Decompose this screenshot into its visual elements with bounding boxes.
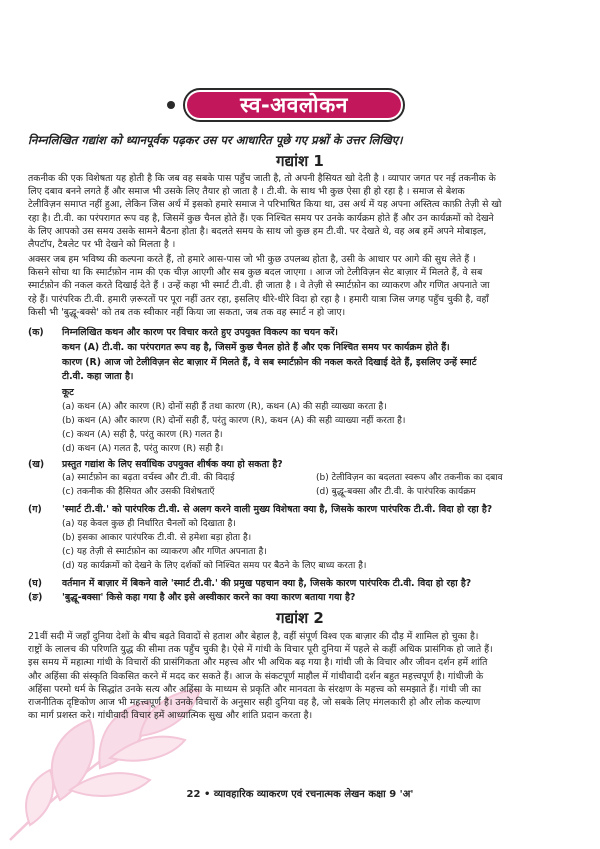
option-b[interactable]: (b) टेलीविज़न का बदलता स्वरूप और तकनीक का दबाव [316,473,503,483]
question-label: (ख) [28,459,45,470]
text-line: अक्सर जब हम भविष्य की कल्पना करते हैं, तो हमारे आस-पास जो भी कुछ उपलब्ध होता है, उसी के आधार पर आगे की सुध लेते हैं । [28,254,476,265]
text-line: लिए दबाव बनने लगते हैं और समाज भी उसके लिए तैयार हो जाता है । टी.वी. के साथ भी कुछ ऐसा ही हो रहा है । समाज से बेशक [28,186,465,198]
option-c[interactable]: (c) तकनीक की हैसियत और उसकी विशेषताएँ [62,487,215,497]
question-text: 'बुद्धू-बक्सा' किसे कहा गया है और इसे अस्वीकार करने का क्या कारण बताया गया है? [62,592,356,603]
passage2-paragraph1 [28,630,576,722]
reason-r: कारण (R) आज जो टेलीविज़न सेट बाज़ार में मिलते हैं, वे सब स्मार्टफ़ोन की नकल करते दिखाई देते हैं, इसलिए उन्हें स्मार्ट [62,357,477,368]
question-label: (क) [28,327,44,338]
text-line: राष्ट्रों के लालच की परिणति युद्ध की सीमा तक पहुँच चुकी है। ऐसे में गांधी के विचार पूरी दुनिया में पहले से कहीं अधिक प्रासंगिक हो जाते हैं। [28,644,493,656]
text-line: इस समय में महात्मा गांधी के विचारों की प्रासंगिकता और महत्त्व और भी अधिक बढ़ गया है। गांधी जी के विचार और जीवन दर्शन हमें शांति [28,657,488,669]
question-label: (ङ) [28,592,43,603]
passage1-paragraph2 [28,253,576,319]
question-kha [28,458,578,471]
text-line: अहिंसा परमो धर्म के सिद्धांत उनके सत्य और अहिंसा के माध्यम से प्रकृति और मानवता के संरक्षण के महत्त्व को समझाते हैं। गांधी जी का [28,683,482,695]
passage1-title: गद्यांश 1 [276,152,324,170]
banner-dot-left [167,101,175,109]
option-d[interactable]: (d) यह कार्यक्रमों को देखने के लिए दर्शकों को निश्चित समय पर बैठने के लिए बाध्य करता है। [62,561,367,571]
option-b[interactable]: (b) कथन (A) और कारण (R) दोनों सही हैं, परंतु कारण (R), कथन (A) की सही व्याख्या नहीं करता है। [62,416,406,426]
option-c[interactable]: (c) कथन (A) सही है, परंतु कारण (R) गलत है। [62,430,223,440]
section-title: स्व-अवलोकन [240,93,348,117]
question-gha [28,577,578,590]
section-banner [165,84,415,126]
code-label: कूट [62,387,74,398]
passage2-title: गद्यांश 2 [276,609,324,627]
text-line: के लिए आपको उस समय उसके सामने बैठना होता है। बदलते समय के साथ जो कुछ हम टी.वी. पर देखते थे, वह अब हमें अपने मोबाइल, [28,225,487,237]
option-c[interactable]: (c) यह तेज़ी से स्मार्टफ़ोन का व्याकरण और गणित अपनाता है। [62,547,267,557]
option-d[interactable]: (d) कथन (A) गलत है, परंतु कारण (R) सही है। [62,444,224,454]
text-line: राजनीतिक दृष्टिकोण आज भी महत्त्वपूर्ण है। उनके विचारों के अनुसार सही दुनिया वह है, जो सबके लिए मंगलकारी हो और लोक कल्याण [28,697,481,709]
page-footer: 22 • व्यावहारिक व्याकरण एवं रचनात्मक लेखन कक्षा 9 'अ' [186,789,414,800]
instruction-text: निम्नलिखित गद्यांश को ध्यानपूर्वक पढ़कर उस पर आधारित पूछे गए प्रश्नों के उत्तर लिखिए। [28,133,403,147]
question-text: 'स्मार्ट टी.वी.' को पारंपरिक टी.वी. से अलग करने वाली मुख्य विशेषता क्या है, जिसके कारण पारंपरिक टी.वी. विदा हो रहा है? [62,504,493,515]
option-d[interactable]: (d) बुद्धू-बक्सा और टी.वी. के पारंपरिक कार्यक्रम [316,487,476,497]
text-line: और अहिंसा की संस्कृति विकसित करने में मदद कर सकते हैं। आज के संकटपूर्ण माहौल में गांधीवादी दर्शन बहुत महत्त्वपूर्ण है। गांधीजी के [28,670,484,682]
text-line: रहा है। टी.वी. का परंपरागत रूप वह है, जिसमें कुछ चैनल होते हैं। एक निश्चित समय पर उनके कार्यक्रम होते हैं और उन कार्यक्रमों को देखने [28,212,494,224]
text-line: रहे हैं। पारंपरिक टी.वी. हमारी ज़रूरतों पर पूरा नहीं उतर रहा, इसलिए धीरे-धीरे विदा हो रहा है । हमारी यात्रा जिस जगह पहुँच चुकी है, वहाँ [28,293,489,305]
passage1-paragraph1 [28,172,576,251]
question-nga [28,591,578,604]
text-line: का मार्ग प्रशस्त करे। गांधीवादी विचार हमें आध्यात्मिक सुख और शांति प्रदान करता है। [28,710,313,722]
statement-a: कथन (A) टी.वी. का परंपरागत रूप वह है, जिसमें कुछ चैनल होते हैं और एक निश्चित समय पर कार्यक्रम होते हैं। [62,342,450,353]
option-b[interactable]: (b) इसका आकार पारंपरिक टी.वी. से हमेशा बड़ा होता है। [62,533,252,543]
text-line: 21वीं सदी में जहाँ दुनिया देशों के बीच बढ़ते विवादों से हताश और बेहाल है, वहीं संपूर्ण विश्व एक बाज़ार की दौड़ में शामिल हो चुका है। [28,631,479,642]
question-label: (ग) [28,504,42,515]
question-ka [28,326,578,339]
text-line: किसी भी 'बुद्धू-बक्से' को तब तक स्वीकार नहीं किया जा सकता, जब तक वह स्मार्ट न हो जाए। [28,306,346,318]
question-label: (घ) [28,578,42,589]
question-ga [28,503,578,516]
reason-r-cont: टी.वी. कहा जाता है। [62,371,134,382]
text-line: किसने सोचा था कि स्मार्टफ़ोन नाम की एक चीज़ आएगी और सब कुछ बदल जाएगा । आज जो टेलीविज़न सेट बाज़ार में मिलते हैं, वे सब [28,267,483,279]
option-a[interactable]: (a) स्मार्टफ़ोन का बढ़ता वर्चस्व और टी.वी. की विदाई [62,473,235,483]
question-text: निम्नलिखित कथन और कारण पर विचार करते हुए उपयुक्त विकल्प का चयन करें। [62,327,338,338]
option-a[interactable]: (a) कथन (A) और कारण (R) दोनों सही हैं तथा कारण (R), कथन (A) की सही व्याख्या करता है। [62,402,387,412]
text-line: तकनीक की एक विशेषता यह होती है कि जब वह सबके पास पहुँच जाती है, तो अपनी हैसियत खो देती है । व्यापार जगत पर नई तकनीक के [28,173,496,184]
question-text: प्रस्तुत गद्यांश के लिए सर्वाधिक उपयुक्त शीर्षक क्या हो सकता है? [62,459,283,470]
text-line: लैपटॉप, टैबलेट पर भी देखने को मिलता है । [28,239,176,251]
option-a[interactable]: (a) यह केवल कुछ ही निर्धारित चैनलों को दिखाता है। [62,519,236,529]
question-text: वर्तमान में बाज़ार में बिकने वाले 'स्मार्ट टी.वी.' की प्रमुख पहचान क्या है, जिसके कारण पारंपरिक टी.वी. विदा हो रहा है? [62,578,472,589]
text-line: स्मार्टफ़ोन की नकल करते दिखाई देते हैं । उन्हें कहा भी स्मार्ट टी.वी. ही जाता है । वे तेज़ी से स्मार्टफ़ोन का व्याकरण और गणित अपनाते जा [28,280,490,292]
text-line: टेलीविज़न समाप्त नहीं हुआ, लेकिन जिस अर्थ में इसको हमारे समाज ने परिभाषित किया था, उस अर्थ में यह अपना अस्तित्व काफ़ी तेज़ी से खो [28,199,502,211]
